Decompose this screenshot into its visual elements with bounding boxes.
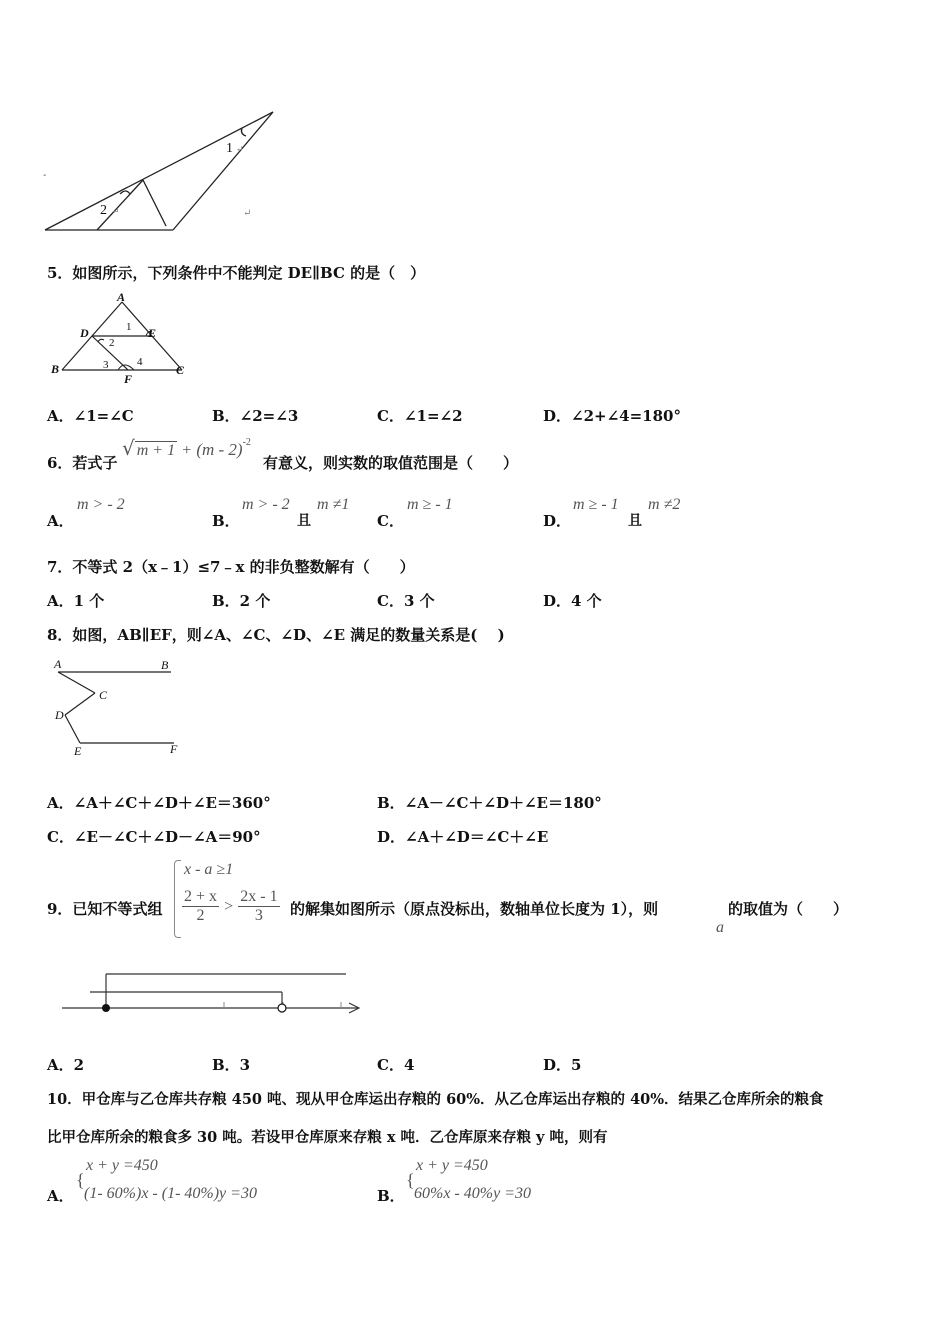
q9-line2 xyxy=(182,888,280,925)
q10-option-a-letter: A． xyxy=(47,1187,74,1205)
q5-option-b[interactable]: B．∠2=∠3 xyxy=(212,407,299,425)
q7-option-a[interactable]: A．1 个 xyxy=(47,592,105,610)
q9-option-d[interactable]: D．5 xyxy=(543,1056,582,1074)
angle-4-label: 4 xyxy=(137,356,143,368)
q9-number-line xyxy=(60,968,365,1020)
q6-option-d-letter: D． xyxy=(543,512,572,530)
q6-option-a-letter: A． xyxy=(47,512,74,530)
q8-option-a[interactable]: A．∠A＋∠C＋∠D＋∠E＝360° xyxy=(47,794,271,812)
question-10-line2: 比甲仓库所余的粮食多 30 吨。若设甲仓库原来存粮 x 吨．乙仓库原来存粮 y 吨，则有 xyxy=(47,1129,608,1146)
point-C-label: C xyxy=(176,363,185,377)
q6-option-b-and: 且 xyxy=(297,513,311,529)
point-A-label: A xyxy=(117,290,126,304)
closed-point-icon xyxy=(102,1004,110,1012)
angle-1-label: 1 xyxy=(126,321,132,333)
q10-a-brace: { xyxy=(76,1170,85,1190)
point-A-label: A xyxy=(54,657,62,671)
q6-option-b[interactable] xyxy=(212,510,240,531)
point-D-label: D xyxy=(80,326,89,340)
q6-option-d-math2: m ≠2 xyxy=(648,496,681,513)
question-8-text: 8．如图，AB∥EF，则∠A、∠C、∠D、∠E 满足的数量关系是( ) xyxy=(47,626,505,644)
q5-option-d[interactable]: D．∠2+∠4=180° xyxy=(543,407,681,425)
question-8-figure xyxy=(48,655,188,760)
question-5-text: 5．如图所示，下列条件中不能判定 DE∥BC 的是（ ） xyxy=(47,264,426,282)
q10-option-b[interactable] xyxy=(377,1185,405,1206)
q9-frac2-den: 3 xyxy=(254,907,263,924)
q6-option-b-math2: m ≠1 xyxy=(317,496,350,513)
q6-text-before: 6．若式子 xyxy=(47,454,118,472)
q8-option-c[interactable]: C．∠E－∠C＋∠D－∠A＝90° xyxy=(47,828,261,846)
q5-option-a[interactable]: A．∠1=∠C xyxy=(47,407,134,425)
q9-frac1-num: 2 + x xyxy=(184,888,218,905)
question-6-text xyxy=(47,452,117,473)
q7-option-b[interactable]: B．2 个 xyxy=(212,592,271,610)
point-B-label: B xyxy=(161,658,169,672)
q6-option-b-math: m > - 2 xyxy=(242,496,290,513)
q6-option-d-math: m ≥ - 1 xyxy=(573,496,619,513)
q7-option-d[interactable]: D．4 个 xyxy=(543,592,602,610)
q6-sqrt-content: m + 1 xyxy=(136,442,176,459)
open-point-icon xyxy=(278,1004,286,1012)
q6-option-d-and: 且 xyxy=(628,513,642,529)
point-E-label: E xyxy=(74,744,82,758)
q10-b-eq1: x + y =450 xyxy=(416,1157,488,1174)
q9-option-c[interactable]: C．4 xyxy=(377,1056,415,1074)
point-E-label: E xyxy=(148,326,157,340)
angle-3-label: 3 xyxy=(103,359,109,371)
q10-option-a[interactable] xyxy=(47,1185,74,1206)
dash-mark: - xyxy=(43,170,47,181)
q6-text-after: 有意义，则实数的取值范围是（ ） xyxy=(263,454,519,472)
point-D-label: D xyxy=(55,708,64,722)
q6-option-a[interactable] xyxy=(47,510,74,531)
q9-option-a[interactable]: A．2 xyxy=(47,1056,85,1074)
q6-option-b-letter: B． xyxy=(212,512,240,530)
q6-option-c-math: m ≥ - 1 xyxy=(407,496,453,513)
q10-option-b-letter: B． xyxy=(377,1187,405,1205)
q9-text-after: 的解集如图所示（原点没标出，数轴单位长度为 1），则 xyxy=(290,900,659,918)
question-10-line1: 10．甲仓库与乙仓库共存粮 450 吨、现从甲仓库运出存粮的 60%．从乙仓库运出存粮的 40%．结果乙仓库所余的粮食 xyxy=(47,1091,824,1108)
q6-option-c-letter: C． xyxy=(377,512,404,530)
q5-option-c[interactable]: C．∠1=∠2 xyxy=(377,407,463,425)
return-mark-icon: ↵ xyxy=(236,145,244,155)
q6-option-d[interactable] xyxy=(543,510,571,531)
angle-2-label: 2 xyxy=(109,337,115,349)
q6-option-c[interactable] xyxy=(377,510,404,531)
point-F-label: F xyxy=(170,742,178,756)
q6-expression: √ m + 1 + (m - 2)$^{-2}$ xyxy=(122,436,251,460)
q10-a-eq2: (1- 60%)x - (1- 40%)y =30 xyxy=(84,1185,257,1202)
point-B-label: B xyxy=(51,362,60,376)
q9-system-brace xyxy=(174,860,181,938)
q6-base: (m - 2) xyxy=(196,440,243,459)
q8-option-d[interactable]: D．∠A＋∠D＝∠C＋∠E xyxy=(377,828,549,846)
top-figure xyxy=(40,108,290,236)
q10-b-eq2: 60%x - 40%y =30 xyxy=(414,1185,531,1202)
q6-option-a-math: m > - 2 xyxy=(77,496,125,513)
q6-plus: + xyxy=(182,442,192,459)
q9-frac2-num: 2x - 1 xyxy=(240,888,278,905)
q9-frac1-den: 2 xyxy=(196,907,205,924)
return-mark-icon: ↵ xyxy=(112,207,120,217)
question-9-text-before: 9．已知不等式组 xyxy=(47,900,163,918)
q9-gt: > xyxy=(224,898,234,915)
q10-b-brace: { xyxy=(406,1170,415,1190)
question-7-text: 7．不等式 2（x﹣1）≤7﹣x 的非负整数解有（ ） xyxy=(47,558,415,576)
q10-a-eq1: x + y =450 xyxy=(86,1157,158,1174)
point-F-label: F xyxy=(124,372,133,386)
q6-exponent: -2 xyxy=(242,436,251,448)
angle-2-label: 2 xyxy=(100,203,107,218)
question-5-figure xyxy=(48,290,193,388)
q9-var-a: a xyxy=(716,919,724,936)
q9-text-end: 的取值为（ ） xyxy=(728,900,849,918)
q9-option-b[interactable]: B．3 xyxy=(212,1056,251,1074)
point-C-label: C xyxy=(99,688,108,702)
q7-option-c[interactable]: C．3 个 xyxy=(377,592,435,610)
q8-option-b[interactable]: B．∠A－∠C＋∠D＋∠E＝180° xyxy=(377,794,602,812)
q9-line1: x - a ≥1 xyxy=(184,861,234,878)
angle-1-label: 1 xyxy=(226,141,233,156)
return-mark-icon: ↵ xyxy=(243,208,252,219)
